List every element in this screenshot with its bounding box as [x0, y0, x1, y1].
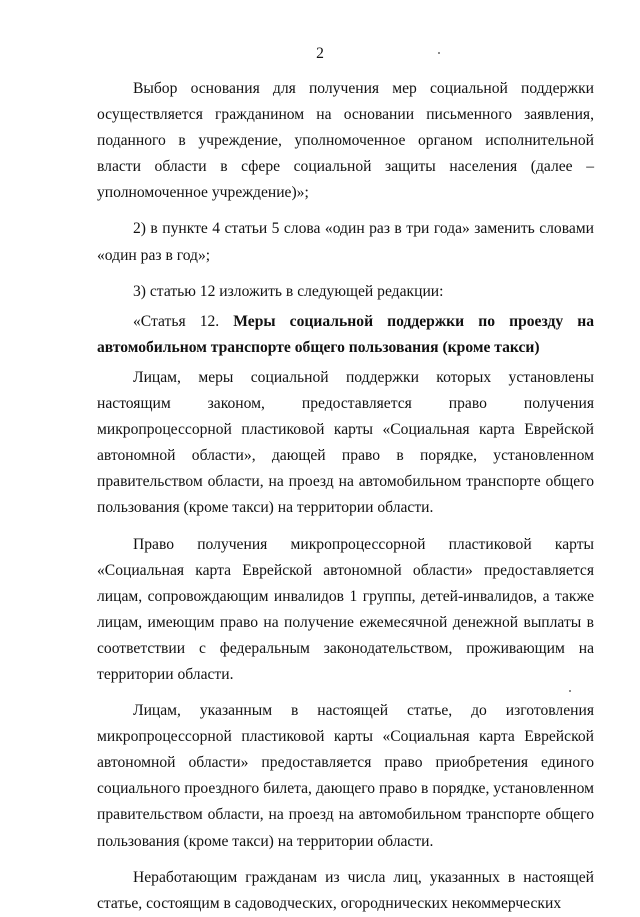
paragraph-item-3: 3) статью 12 изложить в следующей редакции: [133, 282, 444, 300]
paragraph-card-eligibility: Право получения микропроцессорной пластиковой карты «Социальная карта Еврейской автономной области» предоставляется лицам, сопровождающим инвалидов 1 группы, детей-инвалидов, а также лицам, имеющим право на получение ежемесячной денежной выплаты в соответствии с федеральным законодательством, проживающим на территории области. [97, 535, 594, 683]
article-12-heading [97, 309, 594, 361]
paragraph-basis-selection: Выбор основания для получения мер социальной поддержки осуществляется гражданином на основании письменного заявления, поданного в учреждение, уполномоченное органом исполнительной власти области в сфере социальной защиты населения (далее – уполномоченное учреждение)»; [97, 80, 594, 202]
paragraph-item-2: 2) в пункте 4 статьи 5 слова «один раз в три года» заменить словами «один раз в год»; [97, 220, 594, 264]
article-12-prefix: «Статья 12. [133, 312, 234, 330]
paragraph-travel-ticket: Лицам, указанным в настоящей статье, до изготовления микропроцессорной пластиковой карты «Социальная карта Еврейской автономной области» предоставляется право приобретения единого социального проездного билета, дающего право в порядке, установленном правительством области, на проезд на автомобильном транспорте общего пользования (кроме такси) на территории области. [97, 702, 594, 850]
article-12-title: Меры социальной поддержки по проезду на автомобильном транспорте общего пользования (кроме такси) [97, 312, 594, 356]
paragraph-unemployed-citizens: Неработающим гражданам из числа лиц, указанных в настоящей статье, состоящим в садоводческих, огороднических некоммерческих [97, 868, 594, 912]
document-body [97, 76, 594, 917]
scan-speck [438, 52, 440, 54]
page-number: 2 [316, 45, 324, 62]
paragraph-social-card-right: Лицам, меры социальной поддержки которых установлены настоящим законом, предоставляется право получения микропроцессорной пластиковой карты «Социальная карта Еврейской автономной области», дающей право в порядке, установленном правительством области, на проезд на автомобильном транспорте общего пользования (кроме такси) на территории области. [97, 368, 594, 517]
